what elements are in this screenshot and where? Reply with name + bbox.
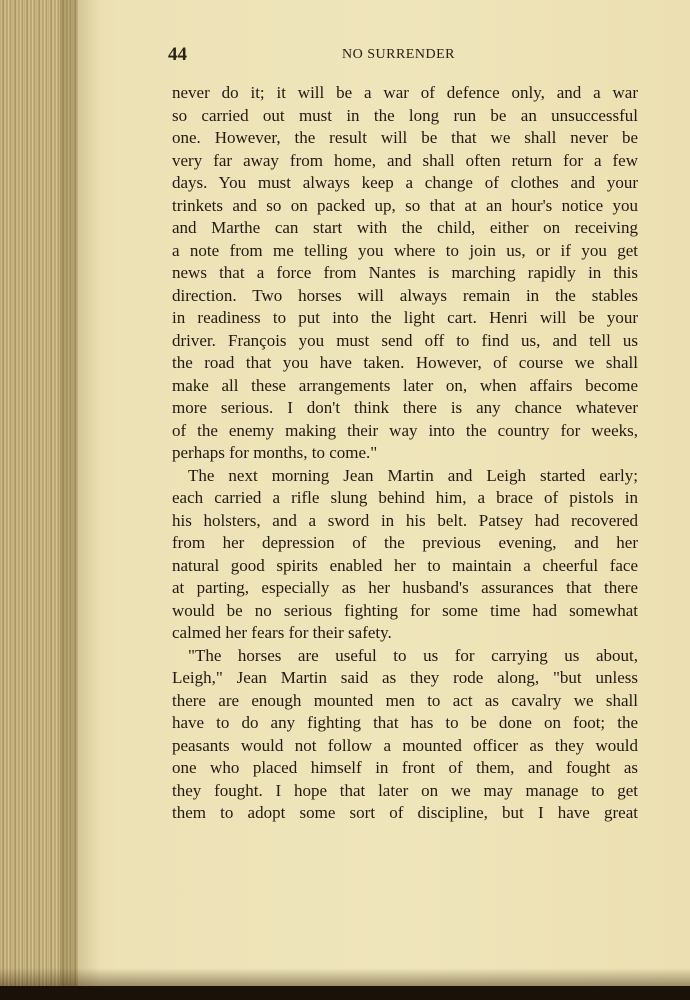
text-line: one who placed himself in front of them, and fought as — [172, 758, 638, 777]
text-line: the road that you have taken. However, of course we shall — [172, 353, 638, 372]
text-line: days. You must always keep a change of clothes and your — [172, 173, 638, 192]
text-line: each carried a rifle slung behind him, a brace of pistols in — [172, 488, 638, 507]
text-line: natural good spirits enabled her to maintain a cheerful face — [172, 555, 638, 575]
body-text — [172, 82, 638, 825]
text-line: driver. François you must send off to find us, and tell us — [172, 330, 638, 350]
running-title: NO SURRENDER — [342, 47, 455, 62]
text-line: calmed her fears for their safety. — [172, 623, 392, 642]
text-line: peasants would not follow a mounted officer as they would — [172, 735, 638, 755]
text-line: never do it; it will be a war of defence only, and a war — [172, 83, 638, 102]
text-line: The next morning Jean Martin and Leigh started early; — [188, 465, 638, 485]
text-line: they fought. I hope that later on we may manage to get — [172, 780, 638, 800]
text-line: at parting, especially as her husband's assurances that there — [172, 578, 638, 597]
text-line: have to do any fighting that has to be done on foot; the — [172, 713, 638, 732]
text-line: one. However, the result will be that we shall never be — [172, 128, 638, 147]
text-line: Leigh," Jean Martin said as they rode along, "but unless — [172, 668, 638, 687]
text-line: them to adopt some sort of discipline, but I have great — [172, 803, 638, 822]
text-line: in readiness to put into the light cart. Henri will be your — [172, 308, 638, 327]
text-line: more serious. I don't think there is any chance whatever — [172, 398, 638, 417]
text-line: trinkets and so on packed up, so that at an hour's notice you — [172, 195, 638, 215]
text-line: so carried out must in the long run be an unsuccessful — [172, 105, 638, 125]
text-line: direction. Two horses will always remain in the stables — [172, 285, 638, 305]
text-line: would be no serious fighting for some time had somewhat — [172, 600, 638, 620]
text-line: his holsters, and a sword in his belt. Patsey had recovered — [172, 510, 638, 530]
text-line: perhaps for months, to come." — [172, 443, 378, 462]
text-line: and Marthe can start with the child, either on receiving — [172, 218, 638, 237]
text-line: of the enemy making their way into the country for weeks, — [172, 420, 638, 440]
page-bottom-edge — [0, 968, 690, 986]
text-line: there are enough mounted men to act as cavalry we shall — [172, 690, 638, 710]
text-line: make all these arrangements later on, when affairs become — [172, 375, 638, 395]
text-line: very far away from home, and shall often return for a few — [172, 150, 638, 170]
page-header — [168, 44, 638, 68]
text-line: news that a force from Nantes is marching rapidly in this — [172, 263, 638, 282]
text-line: a note from me telling you where to join us, or if you get — [172, 240, 638, 260]
page-number: 44 — [168, 44, 187, 65]
text-line: "The horses are useful to us for carrying us about, — [188, 645, 638, 665]
gutter-shadow — [60, 0, 100, 986]
text-line: from her depression of the previous evening, and her — [172, 533, 638, 552]
